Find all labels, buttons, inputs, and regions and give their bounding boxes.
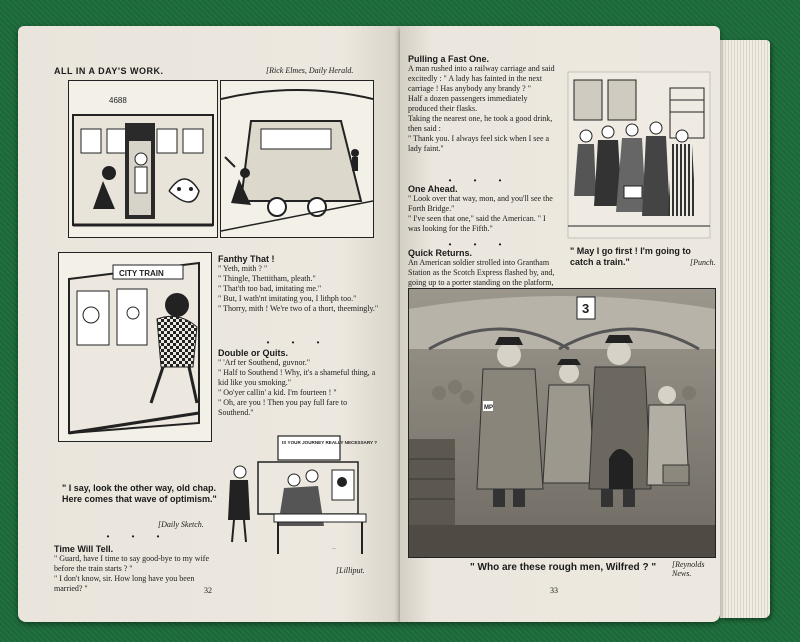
joke-line: " Thorry, mith ! We're two of a thort, theemingly." [218, 304, 379, 313]
punch-caption: " May I go first ! I'm going to catch a train." [570, 246, 691, 267]
platform-cartoon-illustration [221, 81, 373, 237]
joke-line: A man rushed into a railway carriage and said excitedly : " A lady has fainted in the next carriage ! Has anybody any brandy ? " [408, 64, 555, 93]
separator-dots: • • • [448, 176, 512, 185]
joke-line: Taking the nearest one, he took a good drink, then said : [408, 114, 553, 133]
joke-line: " Guard, have I time to say good-bye to my wife before the train starts ? " [54, 554, 210, 573]
cartoon-panel-city-train [58, 252, 212, 442]
svg-text:~~: ~~ [332, 546, 337, 551]
cartoon-station-military-police [408, 288, 716, 558]
joke-line: " That'th too bad, imitating me." [218, 284, 322, 293]
joke-title: Quick Returns. [408, 248, 473, 258]
joke-line: " Half to Southend ! Why, it's a shameful thing, a kid like you smoking." [218, 368, 376, 387]
ticket-office-illustration [214, 430, 384, 560]
carriage-number-label: 4688 [109, 96, 127, 105]
separator-dots: • • • [106, 532, 170, 541]
cartoon-ticket-office [214, 430, 384, 560]
joke-fanthy-that [218, 254, 384, 314]
station-cartoon-caption: " Who are these rough men, Wilfred ? " [470, 562, 657, 573]
joke-time-will-tell [54, 544, 222, 594]
joke-line: " Oh, are you ! Then you pay full fare to Southend." [218, 398, 348, 417]
joke-line: Half a dozen passengers immediately produced their flasks. [408, 94, 528, 113]
joke-line: " But, I wath'nt imitating you, I lithph too." [218, 294, 357, 303]
joke-title: One Ahead. [408, 184, 458, 194]
journey-sign-text: IS YOUR JOURNEY REALLY NECESSARY ? [282, 440, 378, 445]
joke-pulling-a-fast-one [408, 54, 558, 154]
left-page [18, 26, 400, 622]
ticket-queue-illustration [564, 66, 714, 242]
reynolds-credit: [Reynolds News. [672, 560, 705, 578]
city-train-sign: CITY TRAIN [119, 269, 164, 278]
platform-number-sign: 3 [582, 301, 590, 316]
right-page [400, 26, 720, 622]
joke-double-or-quits [218, 348, 384, 418]
lilliput-credit: [Lilliput. [336, 566, 365, 575]
open-booklet [18, 26, 778, 626]
separator-dots: • • • [266, 338, 330, 347]
joke-line: " Yeth, mith ? " [218, 264, 268, 273]
carriage-cartoon-illustration [69, 81, 217, 237]
cartoon-panel-carriage [68, 80, 218, 238]
top-cartoon-title: ALL IN A DAY'S WORK. [54, 66, 164, 76]
joke-line: " Look over that way, mon, and you'll see the Forth Bridge." [408, 194, 553, 213]
page-edges [720, 40, 770, 618]
joke-line: " Thank you. I always feel sick when I see a lady faint." [408, 134, 550, 153]
joke-one-ahead [408, 184, 558, 234]
joke-line: " 'Arf ter Southend, guvnor." [218, 358, 310, 367]
punch-credit: [Punch. [690, 258, 716, 267]
military-police-illustration [409, 289, 715, 557]
joke-line: " Oo'yer callin' a kid. I'm fourteen ! " [218, 388, 337, 397]
joke-line: An American soldier strolled into Grantham Station as the Scotch Express flashed by, and, going up to a porter standing on the platform, [408, 258, 555, 287]
cartoon-punch-queue [564, 66, 714, 242]
city-train-credit: [Daily Sketch. [158, 520, 204, 529]
joke-title: Pulling a Fast One. [408, 54, 490, 64]
top-cartoon-credit: [Rick Elmes, Daily Herald. [266, 66, 354, 75]
cartoon-panel-platform [220, 80, 374, 238]
page-number-right: 33 [550, 586, 558, 595]
joke-line: " I don't know, sir. How long have you been married? " [54, 574, 195, 593]
joke-title: Double or Quits. [218, 348, 289, 358]
separator-dots: • • • [448, 240, 512, 249]
city-train-illustration [59, 253, 211, 441]
joke-title: Time Will Tell. [54, 544, 114, 554]
page-number-left: 32 [204, 586, 212, 595]
joke-line: " Thingle, Thettitham, pleath." [218, 274, 316, 283]
joke-title: Fanthy That ! [218, 254, 275, 264]
mp-armband: MP [484, 405, 493, 411]
city-train-caption: " I say, look the other way, old chap. Here comes that wave of optimism." [62, 483, 217, 504]
joke-line: " I've seen that one," said the American. " I was looking for the Fifth." [408, 214, 546, 233]
